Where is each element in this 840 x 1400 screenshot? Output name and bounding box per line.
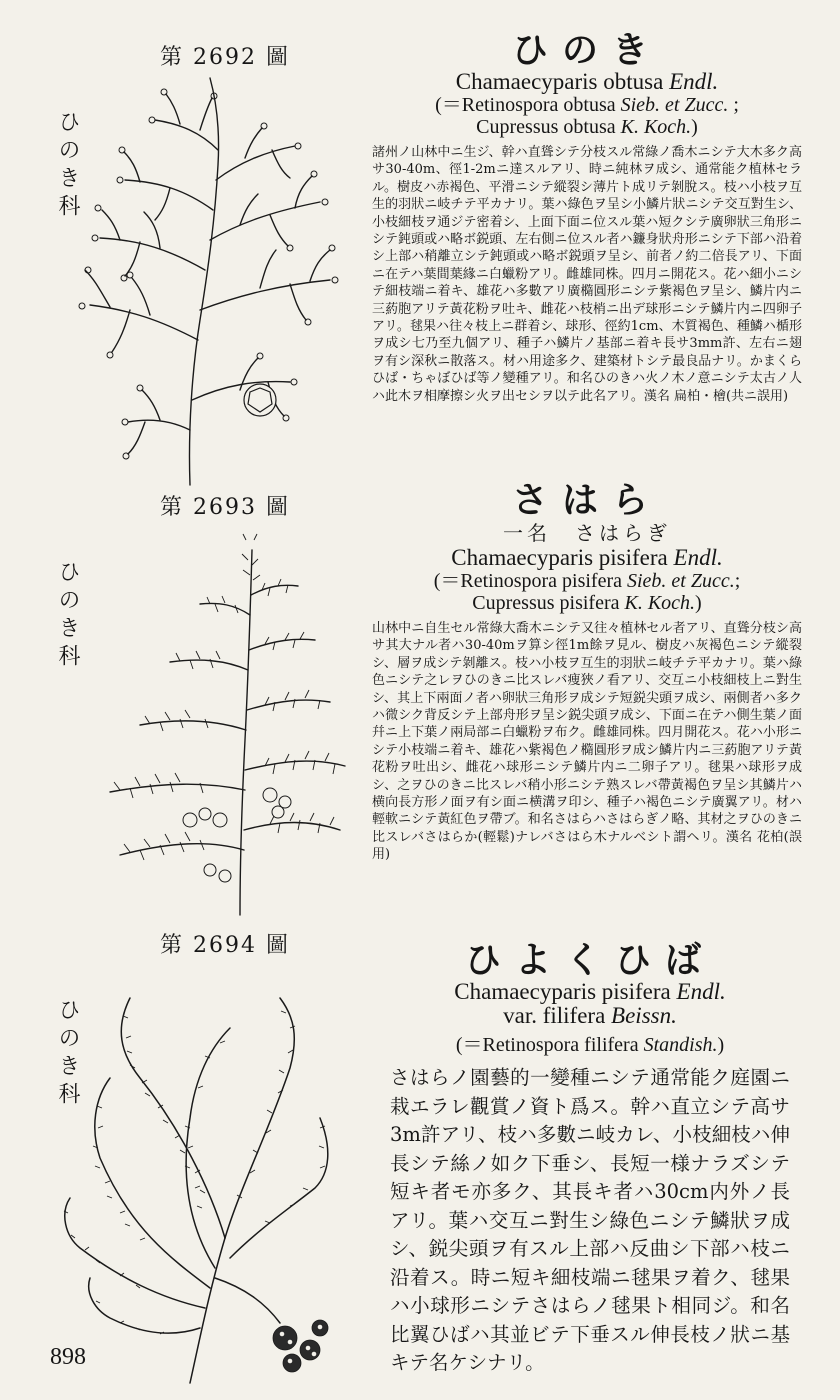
description: 諸州ノ山林中ニ生ジ、幹ハ直聳シテ分枝スル常綠ノ喬木ニシテ大木多ク高サ30-40m、徑1-2mニ達スルアリ、時ニ純林ヲ成シ、通常能ク植林セラル。樹皮ハ赤褐色、平滑ニシテ縱裂シ薄片ト成リテ剝脫ス。枝ハ小枝ヲ互生的羽狀ニ岐チテ平カナリ。葉ハ綠色ヲ呈シ小鱗片狀ニシテ交互對生シ、小枝細枝ヲ通ジテ密着シ、上面下面ニ位スル葉ハ短クシテ廣卵狀三角形ニシテ鈍頭或ハ略ボ鋭頭、左右側ニ位スル者ハ鐮身狀舟形ニシテ下部ハ沿着シ上部ハ稍離立シテ鈍頭或ハ略ボ鋭頭ヲ呈シ、前者ノ約二倍長アリ、下面ニ在テハ葉間葉緣ニ白蠟粉アリ。雌雄同株。四月ニ開花ス。花ハ細小ニシテ細枝端ニ着キ、雄花ハ多數アリ廣橢圓形ニシテ紫褐色ヲ呈シ、鱗片内ニ三葯胞アリテ黃花粉ヲ吐キ、雌花ハ枝梢ニ出デ球形ニシテ鱗片内ニ四卵子アリ。毬果ハ往々枝上ニ群着シ、球形、徑約1cm、木質褐色、種鱗ハ楯形ヲ成シ七乃至九個アリ、種子ハ鱗片ノ基部ニ着キ長サ3mm許、左右ニ翅ヲ有シ深秋ニ散落ス。材ハ用途多ク、建築材トシテ最良品ナリ。かまくらひば・ちゃぼひば等ノ變種アリ。和名ひのきハ火ノ木ノ意ニシテ太古ノ人ハ此木ヲ相摩擦シ火ヲ出セシヲ以テ此名アリ。漢名 扁柏・檜(共ニ誤用) — [372, 145, 802, 404]
page-number: 898 — [50, 1344, 86, 1370]
figure-label: 第 2694 圖 — [160, 933, 290, 958]
hinoki-branch-illustration — [40, 70, 370, 490]
synonym-line: Cupressus pisifera K. Koch.) — [472, 592, 702, 614]
synonym-line: Cupressus obtusa K. Koch.) — [476, 116, 698, 138]
entry-sawara — [0, 480, 840, 920]
variety-name: var. filifera Beissn. — [503, 1003, 677, 1028]
scientific-name: Chamaecyparis obtusa Endl. — [455, 69, 719, 94]
figure-label: 第 2693 圖 — [160, 495, 290, 520]
entry-hinoki — [0, 30, 840, 490]
alternate-name: 一名 さはらぎ — [503, 521, 671, 545]
scientific-name: Chamaecyparis pisifera Endl. — [451, 545, 723, 570]
entry-text-column — [372, 30, 802, 405]
entry-text-column — [390, 940, 790, 1378]
synonym-line: (＝Retinospora obtusa Sieb. et Zucc. ; — [435, 94, 739, 116]
hiyokuhiba-branch-illustration — [40, 958, 370, 1388]
description: さはらノ園藝的一變種ニシテ通常能ク庭園ニ栽エラレ觀賞ノ資ト爲ス。幹ハ直立シテ高サ3m許アリ、枝ハ多數ニ岐カレ、小枝細枝ハ伸長シテ絲ノ如ク下垂シ、長短一様ナラズシテ短キ者モ亦多ク、其長キ者ハ30cm内外ノ長アリ。葉ハ交互ニ對生シ綠色ニシテ鱗狀ヲ成シ、鋭尖頭ヲ有スル上部ハ反曲シ下部ハ枝ニ沿着ス。時ニ短キ細枝端ニ毬果ヲ着ク、毬果ハ小球形ニシテさはらノ毬果ト相同ジ。和名比翼ひばハ其並ビテ下垂スル伸長枝ノ狀ニ基キテ名ケシナリ。 — [390, 1066, 790, 1374]
sawara-branch-illustration — [40, 520, 370, 920]
figure-label: 第 2692 圖 — [160, 45, 290, 70]
entry-hiyokuhiba — [0, 918, 840, 1388]
synonym-line: (＝Retinospora filifera Standish.) — [455, 1034, 725, 1056]
entry-text-column — [372, 480, 802, 864]
japanese-name: ひよくひば — [464, 939, 715, 981]
scientific-name: Chamaecyparis pisifera Endl. — [454, 979, 726, 1004]
japanese-name: さはら — [511, 479, 662, 521]
synonym-line: (＝Retinospora pisifera Sieb. et Zucc.; — [433, 570, 741, 592]
description: 山林中ニ自生セル常綠大喬木ニシテ又往々植林セル者アリ、直聳分枝シ高サ其大ナル者ハ30-40mヲ算シ徑1m餘ヲ見ル、樹皮ハ灰褐色ニシテ縱裂シ、層ヲ成シテ剝離ス。枝ハ小枝ヲ互生的羽狀ニ岐チテ平カナリ。葉ハ綠色ニシテ之レヲひのきニ比スレバ痩狹ノ看アリ、交互ニ小枝細枝上ニ對生シ、其上下兩面ノ者ハ卵狀三角形ヲ成シテ短鋭尖頭ヲ成シ、兩側者ハ多クハ微シク背反シテ上部舟形ヲ呈シ鋭尖頭ヲ成シ、下面ニ在テハ側生葉ノ面幷ニ上下葉ノ兩局部ニ白蠟粉ヲ布ク。雌雄同株。四月開花ス。花ハ小形ニシテ小枝端ニ着キ、雄花ハ紫褐色ノ橢圓形ヲ成シ鱗片内ニ三葯胞アリテ黃花粉ヲ吐出シ、雌花ハ球形ニシテ鱗片内ニ二卵子アリ。毬果ハ球形ヲ成シ、之ヲひのきニ比スレバ稍小形ニシテ熟スレバ帶黃褐色ヲ呈シ其鱗片ハ横向長方形ノ面ヲ有シ面ニ横溝ヲ印シ、種子ハ褐色ニシテ廣翼アリ。材ハ輕軟ニシテ黃紅色ヲ帶ブ。和名さはらハさはらぎノ略、其材之ヲひのきニ比スレバさはらか(輕鬆)ナレバさはら木ナルベシト謂ヘリ。漢名 花柏(誤用) — [372, 621, 802, 863]
family-label: ひのき科 — [55, 110, 80, 222]
japanese-name: ひのき — [511, 29, 662, 71]
family-label: ひのき科 — [55, 560, 80, 672]
family-label: ひのき科 — [55, 998, 80, 1110]
